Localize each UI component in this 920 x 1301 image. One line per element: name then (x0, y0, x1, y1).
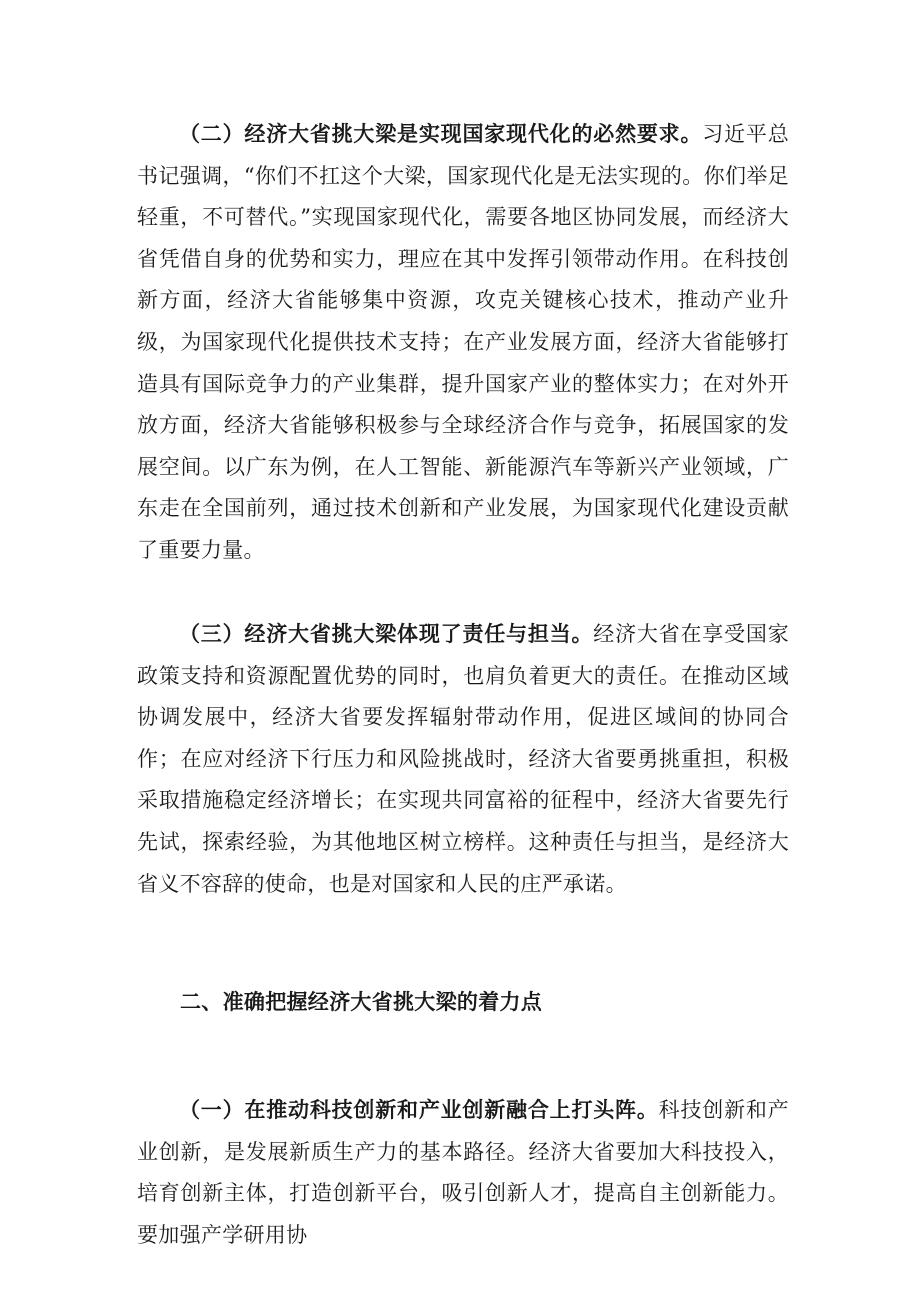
paragraph-body: 经济大省在享受国家政策支持和资源配置优势的同时，也肩负着更大的责任。在推动区域协调发展中，经济大省要发挥辐射带动作用，促进区域间的协同合作；在应对经济下行压力和风险挑战时，经济大省要勇挑重担，积极采取措施稳定经济增长；在实现共同富裕的征程中，经济大省要先行先试，探索经验，为其他地区树立榜样。这种责任与担当，是经济大省义不容辞的使命，也是对国家和人民的庄严承诺。 (137, 622, 789, 896)
paragraph-responsibility (137, 613, 789, 905)
paragraph-tech-innovation (137, 1089, 789, 1256)
section-heading: 二、准确把握经济大省挑大梁的着力点 (180, 989, 543, 1014)
paragraph-body: 习近平总书记强调，“你们不扛这个大梁，国家现代化是无法实现的。你们举足轻重，不可替代。”实现国家现代化，需要各地区协同发展，而经济大省凭借自身的优势和实力，理应在其中发挥引领带动作用。在科技创新方面，经济大省能够集中资源，攻克关键核心技术，推动产业升级，为国家现代化提供技术支持；在产业发展方面，经济大省能够打造具有国际竞争力的产业集群，提升国家产业的整体实力；在对外开放方面，经济大省能够积极参与全球经济合作与竞争，拓展国家的发展空间。以广东为例，在人工智能、新能源汽车等新兴产业领域，广东走在全国前列，通过技术创新和产业发展，为国家现代化建设贡献了重要力量。 (137, 122, 789, 562)
paragraph-lead: （一）在推动科技创新和产业创新融合上打头阵。 (179, 1097, 659, 1122)
paragraph-economic-province-modernization (137, 113, 789, 572)
paragraph-body: 科技创新和产业创新，是发展新质生产力的基本路径。经济大省要加大科技投入，培育创新主体，打造创新平台，吸引创新人才，提高自主创新能力。要加强产学研用协 (137, 1098, 789, 1247)
paragraph-lead: （三）经济大省挑大梁体现了责任与担当。 (179, 621, 594, 646)
paragraph-lead: （二）经济大省挑大梁是实现国家现代化的必然要求。 (179, 121, 703, 146)
